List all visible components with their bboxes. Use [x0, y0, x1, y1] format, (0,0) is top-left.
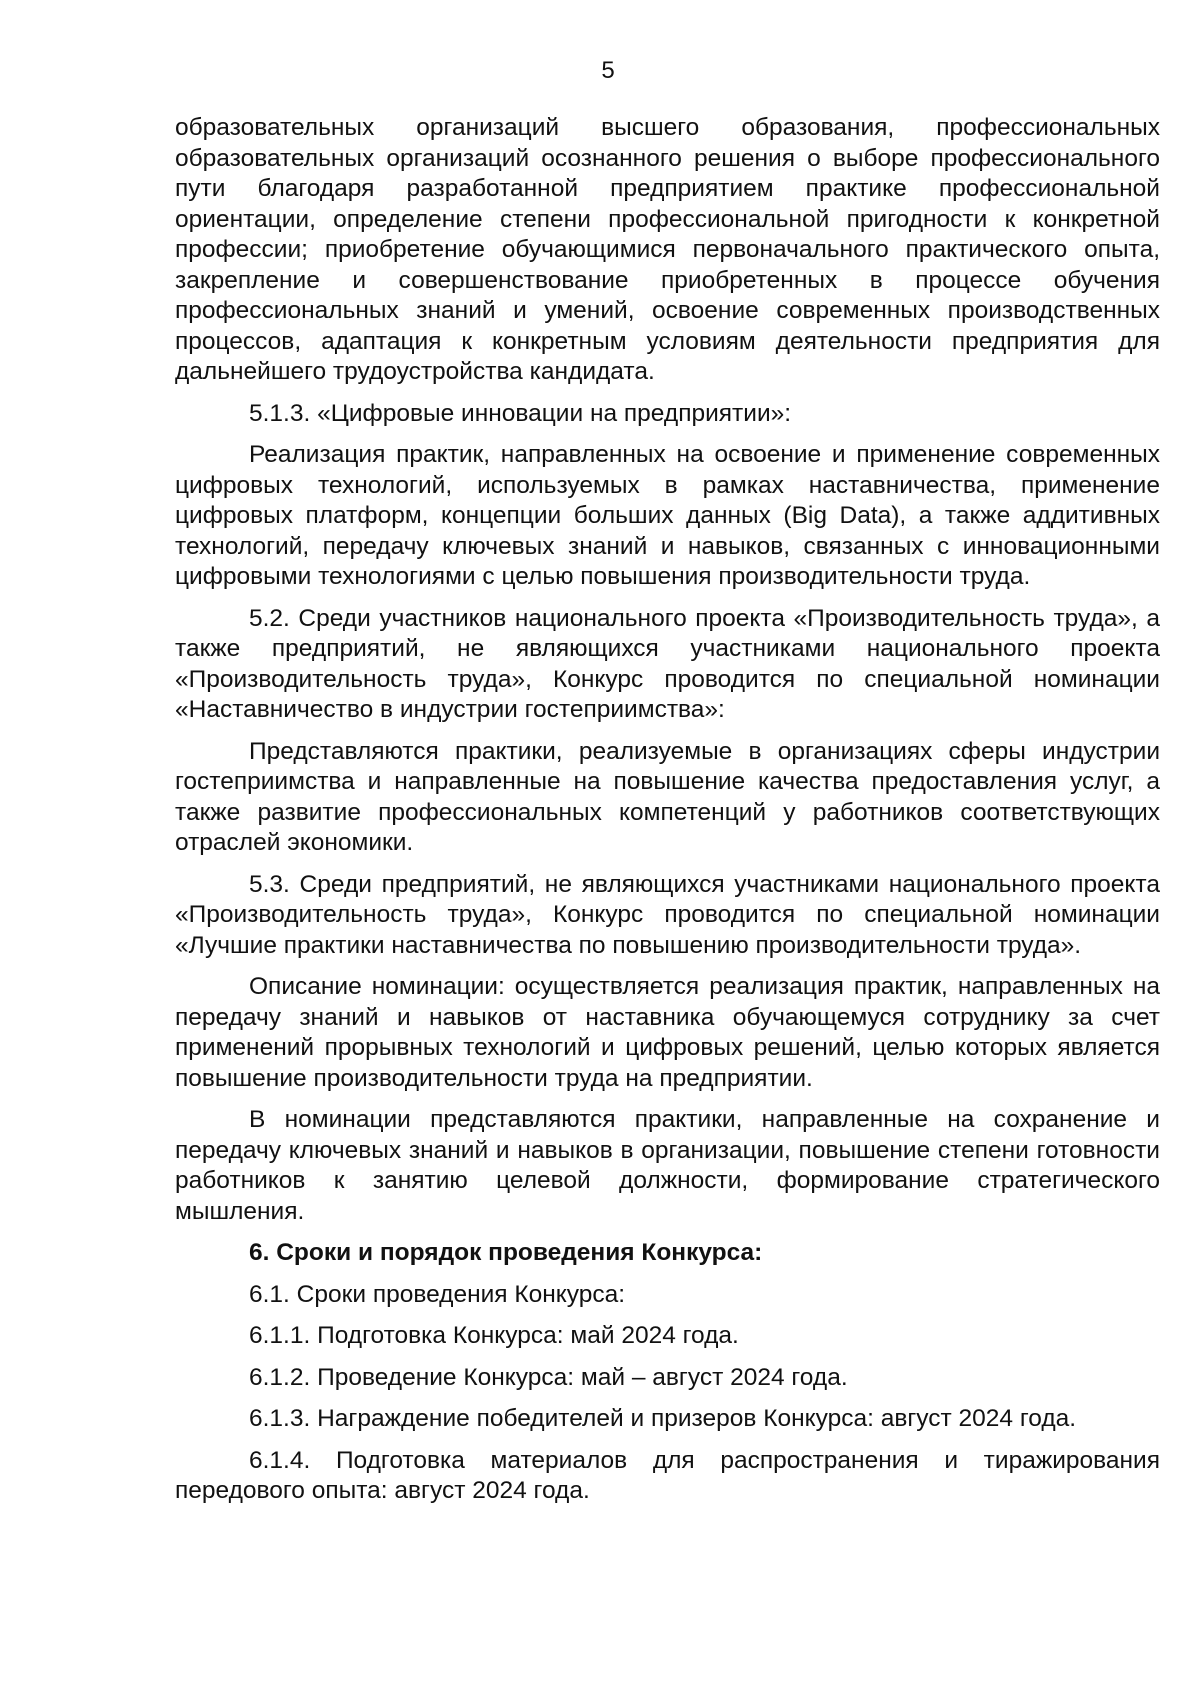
paragraph-nomination-description: Описание номинации: осуществляется реализация практик, направленных на передачу знаний и навыков от наставника обучающемуся сотруднику за счет применений прорывных технологий и цифровых решений, целью которых является повышение производительности труда на предприятии. — [175, 973, 1160, 1092]
paragraph-digital-innovations: Реализация практик, направленных на освоение и применение современных цифровых технологий, используемых в рамках наставничества, применение цифровых платформ, концепции больших данных (Big Data), а также аддитивных технологий, передачу ключевых знаний и навыков, связанных с инновационными цифровыми технологиями с целью повышения производительности труда. — [175, 441, 1160, 590]
paragraph-6-1-2: 6.1.2. Проведение Конкурса: май – август 2024 года. — [249, 1363, 848, 1391]
paragraph-5-1-3-heading: 5.1.3. «Цифровые инновации на предприятии»: — [249, 399, 792, 427]
paragraph-5-3: 5.3. Среди предприятий, не являющихся участниками национального проекта «Производительность труда», Конкурс проводится по специальной номинации «Лучшие практики наставничества по повышению производительности труда». — [175, 870, 1160, 959]
paragraph-6-1-3: 6.1.3. Награждение победителей и призеров Конкурса: август 2024 года. — [249, 1405, 1077, 1432]
paragraph-continuation: образовательных организаций высшего образования, профессиональных образовательных организаций осознанного решения о выборе профессионального пути благодаря разработанной предприятием практике профессиональной ориентации, определение степени профессиональной пригодности к конкретной профессии; приобретение обучающимися первоначального практического опыта, закрепление и совершенствование приобретенных в процессе обучения профессиональных знаний и умений, освоение современных производственных процессов, адаптация к конкретным условиям деятельности предприятия для дальнейшего трудоустройства кандидата. — [175, 114, 1160, 385]
section-6-heading: 6. Сроки и порядок проведения Конкурса: — [249, 1239, 763, 1266]
paragraph-hospitality-practices: Представляются практики, реализуемые в организациях сферы индустрии гостеприимства и направленные на повышение качества предоставления услуг, а также развитие профессиональных компетенций у работников соответствующих отраслей экономики. — [175, 737, 1160, 856]
paragraph-nomination-practices: В номинации представляются практики, направленные на сохранение и передачу ключевых знаний и навыков в организации, повышение степени готовности работников к занятию целевой должности, формирование стратегического мышления. — [175, 1106, 1160, 1225]
paragraph-6-1-4: 6.1.4. Подготовка материалов для распространения и тиражирования передового опыта: август 2024 года. — [175, 1446, 1160, 1504]
paragraph-6-1: 6.1. Сроки проведения Конкурса: — [249, 1280, 626, 1308]
page-number: 5 — [601, 57, 615, 84]
paragraph-6-1-1: 6.1.1. Подготовка Конкурса: май 2024 года. — [249, 1322, 739, 1349]
document-body — [175, 113, 1160, 1518]
paragraph-5-2: 5.2. Среди участников национального проекта «Производительность труда», а также предприятий, не являющихся участниками национального проекта «Производительность труда», Конкурс проводится по специальной номинации «Наставничество в индустрии гостеприимства»: — [175, 604, 1160, 723]
